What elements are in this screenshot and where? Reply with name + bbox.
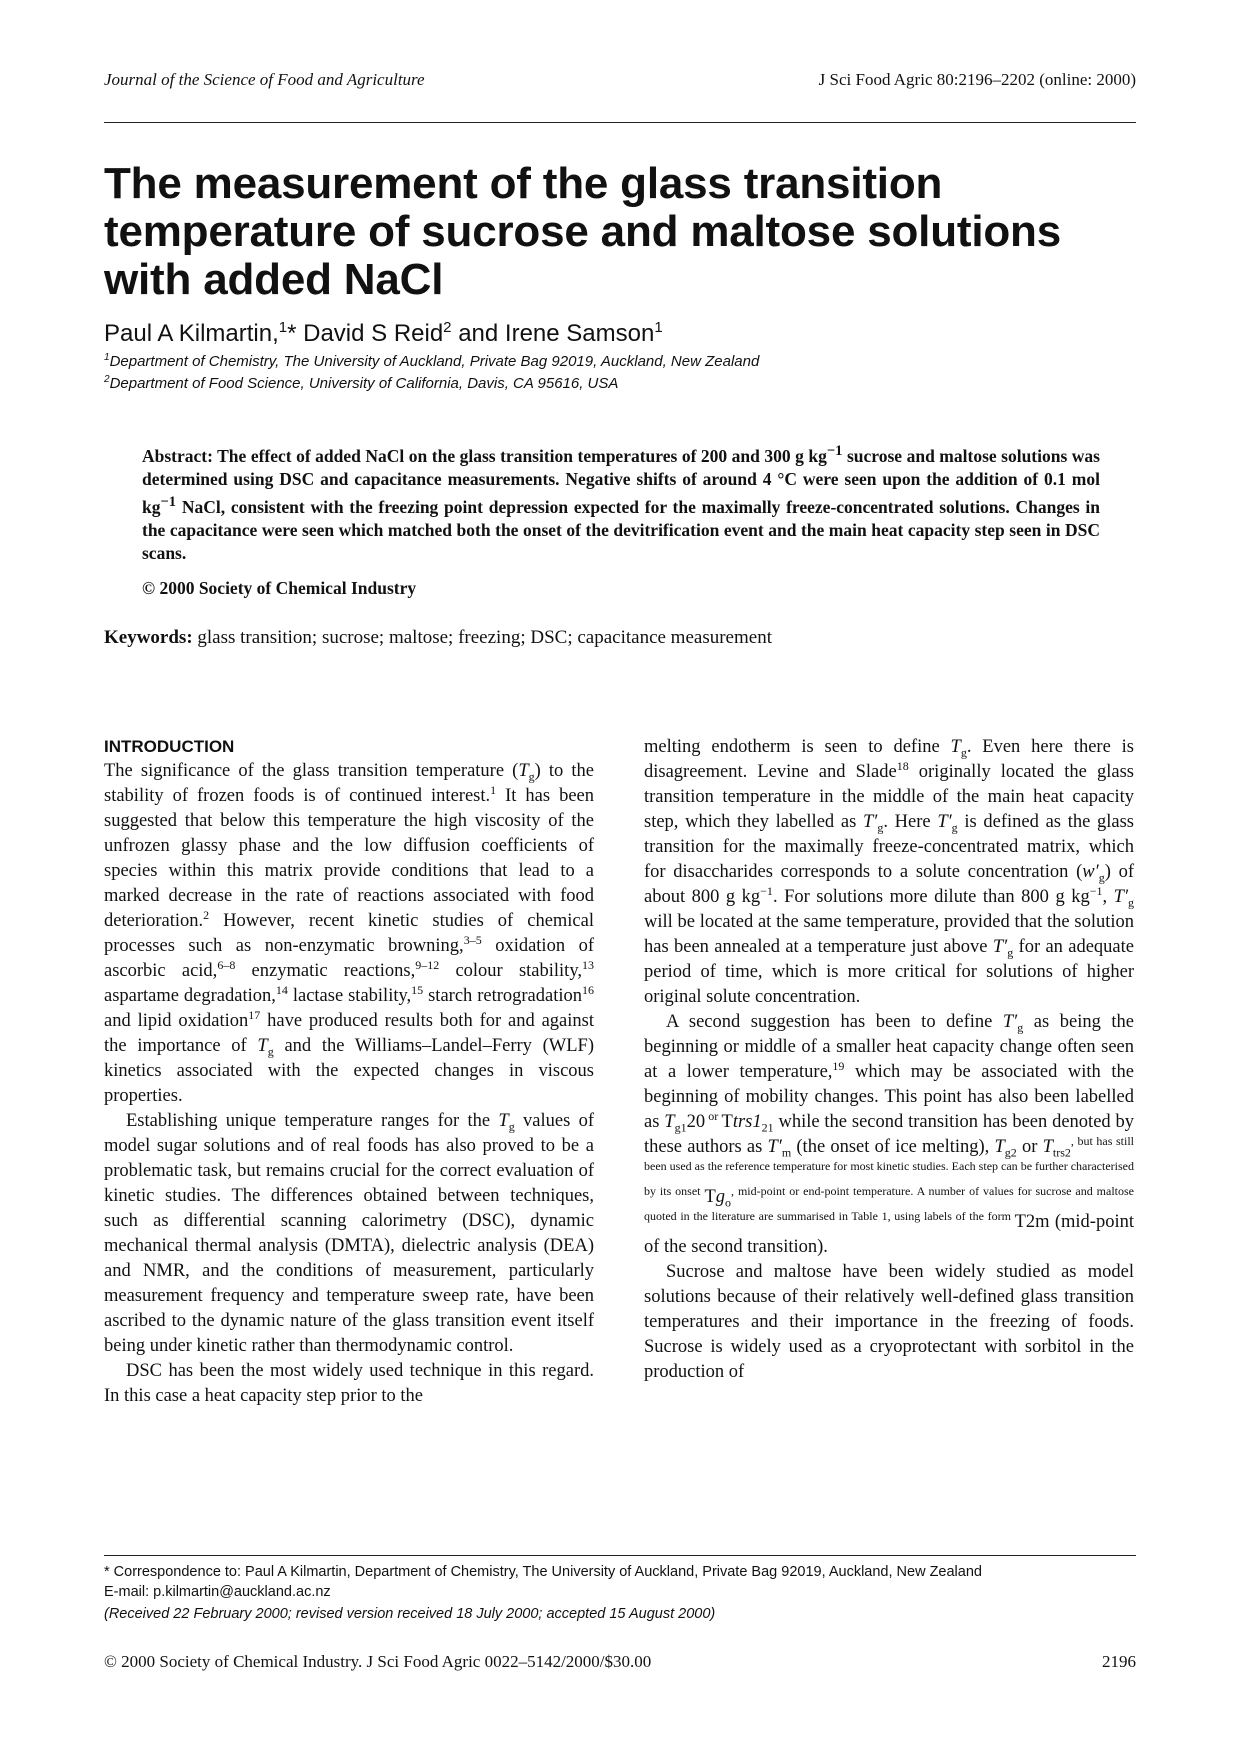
superscript: 6–8 bbox=[217, 957, 236, 972]
right-column bbox=[644, 735, 1134, 1385]
abstract-text-3: NaCl, consistent with the freezing point depression expected for the maximally freeze-concentrated solutions. Changes in the capacitance were seen which matched both the onset of the devitrification event and the main heat capacity step seen in DSC scans. bbox=[142, 496, 1100, 563]
text-run: lactase stability, bbox=[287, 986, 412, 1006]
subscript: m bbox=[781, 1145, 792, 1160]
text-run: . Even here there is disagreement. Levine and Slade bbox=[644, 737, 1134, 782]
affiliation-2-text: Department of Food Science, University of California, Davis, CA 95616, USA bbox=[109, 375, 619, 392]
author-2-affil: 2 bbox=[443, 319, 452, 336]
text-run: which may be associated with the beginning of mobility changes. This point has also been labelled as bbox=[644, 1062, 1134, 1132]
text-run: It has been suggested that below this temperature the high viscosity of the unfrozen glassy phase and the low diffusion coefficients of species within this matrix provide conditions that lead to a marked decrease in the rate of reactions associated with food deterioration. bbox=[104, 786, 594, 931]
subscript: o bbox=[725, 1195, 732, 1210]
superscript: 15 bbox=[411, 982, 424, 997]
math-symbol: T bbox=[994, 1137, 1005, 1157]
text-run: while the second transition has been denoted by these authors as bbox=[644, 1112, 1134, 1157]
superscript: 2 bbox=[203, 907, 210, 922]
subscript: g bbox=[267, 1044, 274, 1059]
text-run: ) of about 800 g kg bbox=[644, 862, 1134, 907]
math-symbol: T′ bbox=[767, 1137, 782, 1157]
text-run: ) to the stability of frozen foods is of continued interest. bbox=[104, 761, 595, 806]
page-footer bbox=[104, 1652, 1136, 1672]
page-number: 2196 bbox=[1102, 1652, 1136, 1671]
math-symbol: T bbox=[498, 1111, 509, 1131]
math-symbol: T′ bbox=[937, 812, 952, 832]
text-run: and the Williams–Landel–Ferry (WLF) kinetics associated with the expected changes in viscous properties. bbox=[104, 1036, 594, 1106]
subscript: g1 bbox=[674, 1120, 687, 1135]
paper-page bbox=[104, 0, 1136, 1755]
text-run: have produced results both for and against the importance of bbox=[104, 1011, 594, 1056]
superscript: 18 bbox=[896, 758, 909, 773]
math-symbol: T′ bbox=[862, 812, 878, 832]
section-heading: INTRODUCTION bbox=[104, 737, 235, 756]
text-run: (the onset of ice melting), bbox=[791, 1137, 995, 1157]
author-2: David S Reid bbox=[303, 320, 444, 347]
text-run: Sucrose and maltose have been widely studied as model solutions because of their relatively well-defined glass transition temperatures and their importance in the freezing of foods. Sucrose is widely used as a cryoprotectant with sorbitol in the production of bbox=[644, 1262, 1134, 1382]
text-run: aspartame degradation, bbox=[104, 986, 276, 1006]
superscript: −1 bbox=[760, 883, 773, 898]
abstract-sup-2: −1 bbox=[160, 493, 177, 510]
text-run: for an adequate period of time, which is more critical for solutions of higher original solute concentration. bbox=[644, 937, 1134, 1007]
citation: J Sci Food Agric 80:2196–2202 (online: 2000) bbox=[818, 70, 1136, 89]
text-run: Establishing unique temperature ranges for the bbox=[126, 1111, 499, 1131]
text-run: T bbox=[1014, 1212, 1026, 1232]
superscript: or bbox=[705, 1108, 722, 1123]
text-run: The significance of the glass transition temperature ( bbox=[104, 761, 519, 781]
superscript: , mid-point or end-point temperature. A number of values for sucrose and maltose quoted in the literature are summarised in Table 1, using labels of the form bbox=[644, 1183, 1135, 1223]
text-run: 2 bbox=[1025, 1212, 1036, 1232]
superscript: −1 bbox=[1089, 883, 1103, 898]
math-symbol: T′ bbox=[1113, 887, 1129, 907]
math-symbol: w′ bbox=[1082, 862, 1099, 882]
affiliation-1 bbox=[104, 352, 759, 370]
math-symbol: T′ bbox=[1002, 1012, 1018, 1032]
author-1-affil: 1 bbox=[278, 319, 288, 336]
text-run: or bbox=[1016, 1137, 1043, 1157]
subscript: g bbox=[1017, 1020, 1024, 1035]
journal-name: Journal of the Science of Food and Agriculture bbox=[104, 70, 425, 89]
corresponding-mark: * bbox=[287, 320, 297, 347]
math-symbol: T′ bbox=[992, 937, 1008, 957]
footnote-rule bbox=[104, 1555, 1136, 1556]
text-run: m bbox=[1035, 1212, 1050, 1232]
footer-copyright: © 2000 Society of Chemical Industry. J Sci Food Agric 0022–5142/2000/$30.00 bbox=[104, 1652, 652, 1671]
text-run: However, recent kinetic studies of chemical processes such as non-enzymatic browning, bbox=[104, 911, 594, 956]
text-run: and lipid oxidation bbox=[104, 1011, 249, 1031]
author-list bbox=[104, 319, 663, 348]
superscript: 16 bbox=[582, 982, 595, 997]
subscript: 21 bbox=[761, 1120, 774, 1135]
text-run: colour stability, bbox=[439, 961, 582, 981]
keywords-label: Keywords: bbox=[104, 627, 193, 648]
author-conjunction: and bbox=[458, 320, 499, 347]
abstract-text-1: Abstract: The effect of added NaCl on the glass transition temperatures of 200 and 300 g kg bbox=[142, 445, 827, 466]
text-run: will be located at the same temperature, provided that the solution has been annealed at a temperature just above bbox=[644, 912, 1134, 957]
math-symbol: trs1 bbox=[732, 1112, 762, 1132]
paragraph-3 bbox=[104, 1359, 594, 1409]
text-run: . For solutions more dilute than 800 g kg bbox=[772, 887, 1090, 907]
paper-title: The measurement of the glass transition temperature of sucrose and maltose solutions with added NaCl bbox=[104, 159, 1061, 304]
subscript: g bbox=[508, 1119, 515, 1134]
abstract bbox=[142, 440, 1100, 565]
paragraph-4 bbox=[644, 1010, 1134, 1260]
subscript: g bbox=[960, 745, 967, 760]
abstract-sup-1: −1 bbox=[826, 443, 843, 459]
subscript: g bbox=[528, 769, 535, 784]
paragraph-1 bbox=[104, 759, 594, 1109]
text-run: as being the beginning or middle of a smaller heat capacity change often seen at a lower temperature, bbox=[644, 1012, 1134, 1082]
superscript: , but has still been used as the reference temperature for most kinetic studies. Each step can be further characterised by its onset bbox=[644, 1133, 1134, 1198]
text-run: T bbox=[721, 1112, 733, 1132]
affiliation-2 bbox=[104, 374, 618, 392]
superscript: 19 bbox=[832, 1058, 845, 1073]
text-run: melting endotherm is seen to define bbox=[644, 737, 951, 757]
abstract-copyright: © 2000 Society of Chemical Industry bbox=[142, 578, 417, 598]
text-run: oxidation of ascorbic acid, bbox=[104, 936, 594, 981]
author-3-affil: 1 bbox=[654, 319, 663, 336]
math-symbol: T bbox=[950, 737, 961, 757]
paragraph-5 bbox=[644, 1260, 1134, 1385]
text-run: DSC has been the most widely used technique in this regard. In this case a heat capacity step prior to the bbox=[104, 1361, 594, 1406]
superscript: 13 bbox=[582, 957, 594, 972]
text-run: (mid-point of the second transition). bbox=[644, 1212, 1134, 1257]
text-run: originally located the glass transition temperature in the middle of the main heat capacity step, which they labelled as bbox=[644, 762, 1134, 832]
left-column bbox=[104, 735, 594, 1409]
paragraph-2 bbox=[104, 1109, 594, 1359]
text-run: , bbox=[1102, 887, 1114, 907]
abstract-text-2: sucrose and maltose solutions was determined using DSC and capacitance measurements. Negative shifts of around 4 °C were seen upon the addition of 0.1 mol kg bbox=[142, 445, 1100, 517]
math-symbol: T bbox=[257, 1036, 268, 1056]
superscript: 14 bbox=[275, 982, 288, 997]
subscript: g bbox=[951, 820, 958, 835]
subscript: g bbox=[1128, 895, 1135, 910]
keywords bbox=[104, 627, 772, 649]
affiliation-1-text: Department of Chemistry, The University of Auckland, Private Bag 92019, Auckland, New Zealand bbox=[109, 353, 760, 370]
author-1: Paul A Kilmartin, bbox=[104, 320, 279, 347]
math-symbol: g bbox=[715, 1187, 726, 1207]
text-run: starch retrogradation bbox=[423, 986, 583, 1006]
subscript: g bbox=[1007, 945, 1014, 960]
author-3: Irene Samson bbox=[504, 320, 655, 347]
email-note: E-mail: p.kilmartin@auckland.ac.nz bbox=[104, 1584, 331, 1600]
affiliation-2-number: 2 bbox=[104, 374, 110, 385]
superscript: 17 bbox=[248, 1007, 261, 1022]
paragraph-3-cont bbox=[644, 735, 1134, 1010]
subscript: g bbox=[1098, 870, 1105, 885]
received-dates: (Received 22 February 2000; revised version received 18 July 2000; accepted 15 August 2000) bbox=[104, 1606, 716, 1622]
affiliation-1-number: 1 bbox=[104, 352, 110, 363]
subscript: g2 bbox=[1004, 1145, 1017, 1160]
math-symbol: T bbox=[1042, 1137, 1053, 1157]
subscript: trs2 bbox=[1052, 1145, 1071, 1160]
keywords-text: glass transition; sucrose; maltose; freezing; DSC; capacitance measurement bbox=[197, 627, 772, 648]
superscript: 3–5 bbox=[463, 932, 482, 947]
text-run: 20 bbox=[686, 1112, 706, 1132]
text-run: T bbox=[704, 1187, 716, 1207]
math-symbol: T bbox=[664, 1112, 675, 1132]
subscript: g bbox=[877, 820, 884, 835]
superscript: 9–12 bbox=[415, 957, 440, 972]
text-run: is defined as the glass transition for the maximally freeze-concentrated matrix, which for disaccharides corresponds to a solute concentration ( bbox=[644, 812, 1135, 882]
text-run: enzymatic reactions, bbox=[235, 961, 416, 981]
correspondence-note: * Correspondence to: Paul A Kilmartin, Department of Chemistry, The University of Auckland, Private Bag 92019, Auckland, New Zealand bbox=[104, 1564, 982, 1580]
superscript: 1 bbox=[490, 782, 497, 797]
text-run: A second suggestion has been to define bbox=[666, 1012, 1003, 1032]
text-run: values of model sugar solutions and of real foods has also proved to be a problematic task, but remains crucial for the correct evaluation of kinetic studies. The differences obtained between techniques, such as differential scanning calorimetry (DSC), dynamic mechanical thermal analysis (DMTA), dielectric analysis (DEA) and NMR, and the conditions of measurement, particularly measurement frequency and temperature sweep rate, have been ascribed to the dynamic nature of the glass transition event itself being under kinetic rather than thermodynamic control. bbox=[104, 1111, 594, 1356]
text-run: . Here bbox=[883, 812, 938, 832]
header-rule bbox=[104, 122, 1136, 123]
math-symbol: T bbox=[518, 761, 529, 781]
